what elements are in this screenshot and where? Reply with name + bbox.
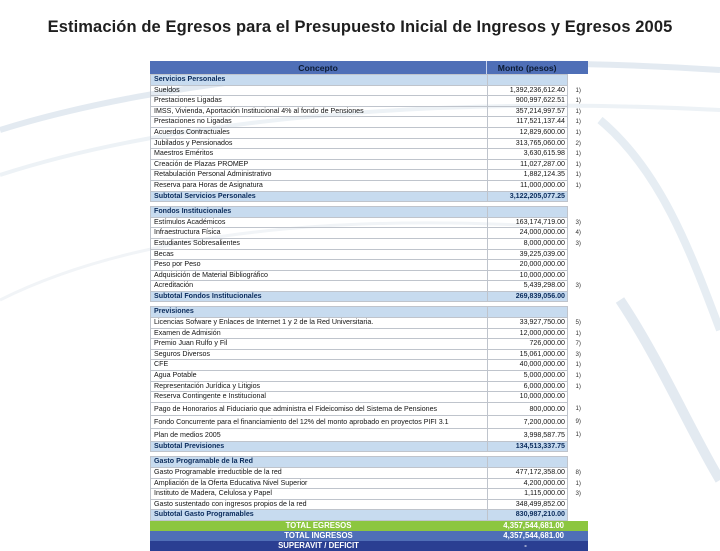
table-row [151,249,589,260]
concept-cell: Jubilados y Pensionados [151,138,488,149]
table-row [151,318,589,329]
note-cell: 1) [575,430,581,438]
table-row [151,478,589,489]
concept-cell: Gasto Programable irreductible de la red [151,468,488,479]
subtotal-row [151,191,589,202]
table-row [151,96,589,107]
concept-cell: Plan de medios 2005 [151,428,488,441]
concept-cell: IMSS, Vivienda, Aportación Institucional 4% al fondo de Pensiones [151,106,488,117]
amount-cell: 800,000.00 [488,402,568,415]
amount-cell: 3,998,587.75 [488,428,568,441]
note-cell: 1) [575,150,581,158]
note-cell: 3) [575,239,581,247]
concept-cell: Reserva Contingente e Institucional [151,392,488,403]
amount-cell: 1,392,236,612.40 [488,85,568,96]
concept-cell: Gasto sustentado con ingresos propios de la red [151,499,488,510]
note-cell: 3) [575,490,581,498]
note-cell: 3) [575,350,581,358]
note-cell [568,499,589,510]
table-row [151,170,589,181]
concept-cell: Reserva para Horas de Asignatura [151,180,488,191]
concept-cell: Acreditación [151,281,488,292]
table-row [151,127,589,138]
amount-cell: 10,000,000.00 [488,392,568,403]
table-row [151,402,589,415]
section-header [151,207,589,218]
table-row [151,360,589,371]
note-cell: 1) [575,382,581,390]
concept-cell: Sueldos [151,85,488,96]
table-row [151,85,589,96]
table-row [151,499,589,510]
table-row [151,138,589,149]
concept-cell: Peso por Peso [151,260,488,271]
table-row [151,339,589,350]
section-title: Servicios Personales [151,75,488,86]
total-label: TOTAL EGRESOS [285,521,352,531]
total-label: TOTAL INGRESOS [284,531,353,541]
table-row [151,415,589,428]
section-title: Gasto Programable de la Red [151,457,488,468]
concept-cell: Fondo Concurrente para el financiamiento del 12% del monto aprobado en proyectos PIFI 3.1 [151,415,488,428]
section-header [151,457,589,468]
concept-cell: Estímulos Académicos [151,217,488,228]
total-row [150,531,588,541]
amount-cell: 8,000,000.00 [488,238,568,249]
concept-cell: Creación de Plazas PROMEP [151,159,488,170]
section-header [151,75,589,86]
note-cell [568,260,589,271]
note-cell: 3) [575,282,581,290]
note-cell: 9) [575,417,581,425]
note-cell [568,249,589,260]
subtotal-label: Subtotal Gasto Programables [151,510,488,521]
subtotal-amount: 134,513,337.75 [488,441,568,452]
note-cell: 1) [575,181,581,189]
amount-cell: 163,174,719.00 [488,217,568,228]
amount-cell: 12,000,000.00 [488,328,568,339]
amount-cell: 5,000,000.00 [488,371,568,382]
amount-cell: 24,000,000.00 [488,228,568,239]
amount-cell: 1,882,124.35 [488,170,568,181]
amount-cell: 12,829,600.00 [488,127,568,138]
concept-cell: Ampliación de la Oferta Educativa Nivel Superior [151,478,488,489]
amount-cell: 348,499,852.00 [488,499,568,510]
concept-cell: Becas [151,249,488,260]
header-concept: Concepto [150,61,487,74]
note-cell: 1) [575,404,581,412]
amount-cell: 20,000,000.00 [488,260,568,271]
note-cell: 4) [575,229,581,237]
table-row [151,328,589,339]
concept-cell: CFE [151,360,488,371]
table-row [151,238,589,249]
table-row [151,180,589,191]
subtotal-amount: 830,987,210.00 [488,510,568,521]
amount-cell: 357,214,997.57 [488,106,568,117]
concept-cell: Acuerdos Contractuales [151,127,488,138]
table-row [151,428,589,441]
note-cell: 1) [575,171,581,179]
page-title: Estimación de Egresos para el Presupuesto Inicial de Ingresos y Egresos 2005 [47,18,673,36]
note-cell: 1) [575,329,581,337]
subtotal-label: Subtotal Servicios Personales [151,191,488,202]
table-header [150,61,588,74]
table-row [151,260,589,271]
section-header [151,307,589,318]
amount-cell: 15,061,000.00 [488,349,568,360]
total-row [150,541,588,551]
total-amount: 4,357,544,681.00 [503,521,564,531]
table-row [151,149,589,160]
concept-cell: Estudiantes Sobresalientes [151,238,488,249]
note-cell: 3) [575,218,581,226]
total-label: SUPERAVIT / DEFICIT [278,541,359,551]
totals-block [150,521,588,551]
amount-cell: 7,200,000.00 [488,415,568,428]
note-cell: 5) [575,319,581,327]
amount-cell: 477,172,358.00 [488,468,568,479]
amount-cell: 6,000,000.00 [488,381,568,392]
amount-cell: 313,765,060.00 [488,138,568,149]
amount-cell: 726,000.00 [488,339,568,350]
table-row [151,117,589,128]
note-cell: 1) [575,86,581,94]
note-cell: 1) [575,361,581,369]
table-row [151,270,589,281]
concept-cell: Representación Jurídica y Litigios [151,381,488,392]
table-row [151,371,589,382]
concept-cell: Premio Juan Rulfo y Fil [151,339,488,350]
table-row [151,381,589,392]
note-cell: 2) [575,139,581,147]
amount-cell: 33,927,750.00 [488,318,568,329]
budget-spreadsheet [150,61,588,551]
note-cell: 1) [575,128,581,136]
section-title: Fondos Institucionales [151,207,488,218]
amount-cell: 39,225,039.00 [488,249,568,260]
subtotal-row [151,291,589,302]
subtotal-amount: 3,122,205,077.25 [488,191,568,202]
header-amount: Monto (pesos) [497,62,557,73]
subtotal-label: Subtotal Previsiones [151,441,488,452]
amount-cell: 4,200,000.00 [488,478,568,489]
budget-table [150,74,589,521]
total-amount: - [524,541,527,551]
amount-cell: 11,027,287.00 [488,159,568,170]
amount-cell: 10,000,000.00 [488,270,568,281]
concept-cell: Adquisición de Material Bibliográfico [151,270,488,281]
concept-cell: Agua Potable [151,371,488,382]
table-row [151,159,589,170]
subtotal-row [151,441,589,452]
note-cell: 1) [575,160,581,168]
total-amount: 4,357,544,681.00 [503,531,564,541]
concept-cell: Licencias Sofware y Enlaces de Internet 1 y 2 de la Red Universitaria. [151,318,488,329]
table-row [151,392,589,403]
amount-cell: 40,000,000.00 [488,360,568,371]
table-row [151,349,589,360]
concept-cell: Prestaciones no Ligadas [151,117,488,128]
note-cell: 8) [575,469,581,476]
note-cell: 1) [575,118,581,126]
concept-cell: Instituto de Madera, Celulosa y Papel [151,489,488,500]
subtotal-row [151,510,589,521]
table-row [151,228,589,239]
note-cell: 1) [575,479,581,487]
concept-cell: Infraestructura Física [151,228,488,239]
amount-cell: 1,115,000.00 [488,489,568,500]
note-cell: 1) [575,372,581,380]
amount-cell: 5,439,298.00 [488,281,568,292]
subtotal-label: Subtotal Fondos Institucionales [151,291,488,302]
table-row [151,281,589,292]
concept-cell: Examen de Admisión [151,328,488,339]
table-row [151,106,589,117]
note-cell: 1) [575,107,581,115]
note-cell: 7) [575,340,581,348]
concept-cell: Prestaciones Ligadas [151,96,488,107]
concept-cell: Pago de Honorarios al Fiduciario que administra el Fideicomiso del Sistema de Pensiones [151,402,488,415]
amount-cell: 900,997,622.51 [488,96,568,107]
total-row [150,521,588,531]
amount-cell: 11,000,000.00 [488,180,568,191]
amount-cell: 117,521,137.44 [488,117,568,128]
concept-cell: Retabulación Personal Administrativo [151,170,488,181]
table-row [151,217,589,228]
amount-cell: 3,630,615.98 [488,149,568,160]
table-row [151,468,589,479]
section-title: Previsiones [151,307,488,318]
note-cell: 1) [575,97,581,105]
subtotal-amount: 269,839,056.00 [488,291,568,302]
note-cell [568,270,589,281]
note-cell [568,392,589,403]
concept-cell: Maestros Eméritos [151,149,488,160]
table-row [151,489,589,500]
concept-cell: Seguros Diversos [151,349,488,360]
